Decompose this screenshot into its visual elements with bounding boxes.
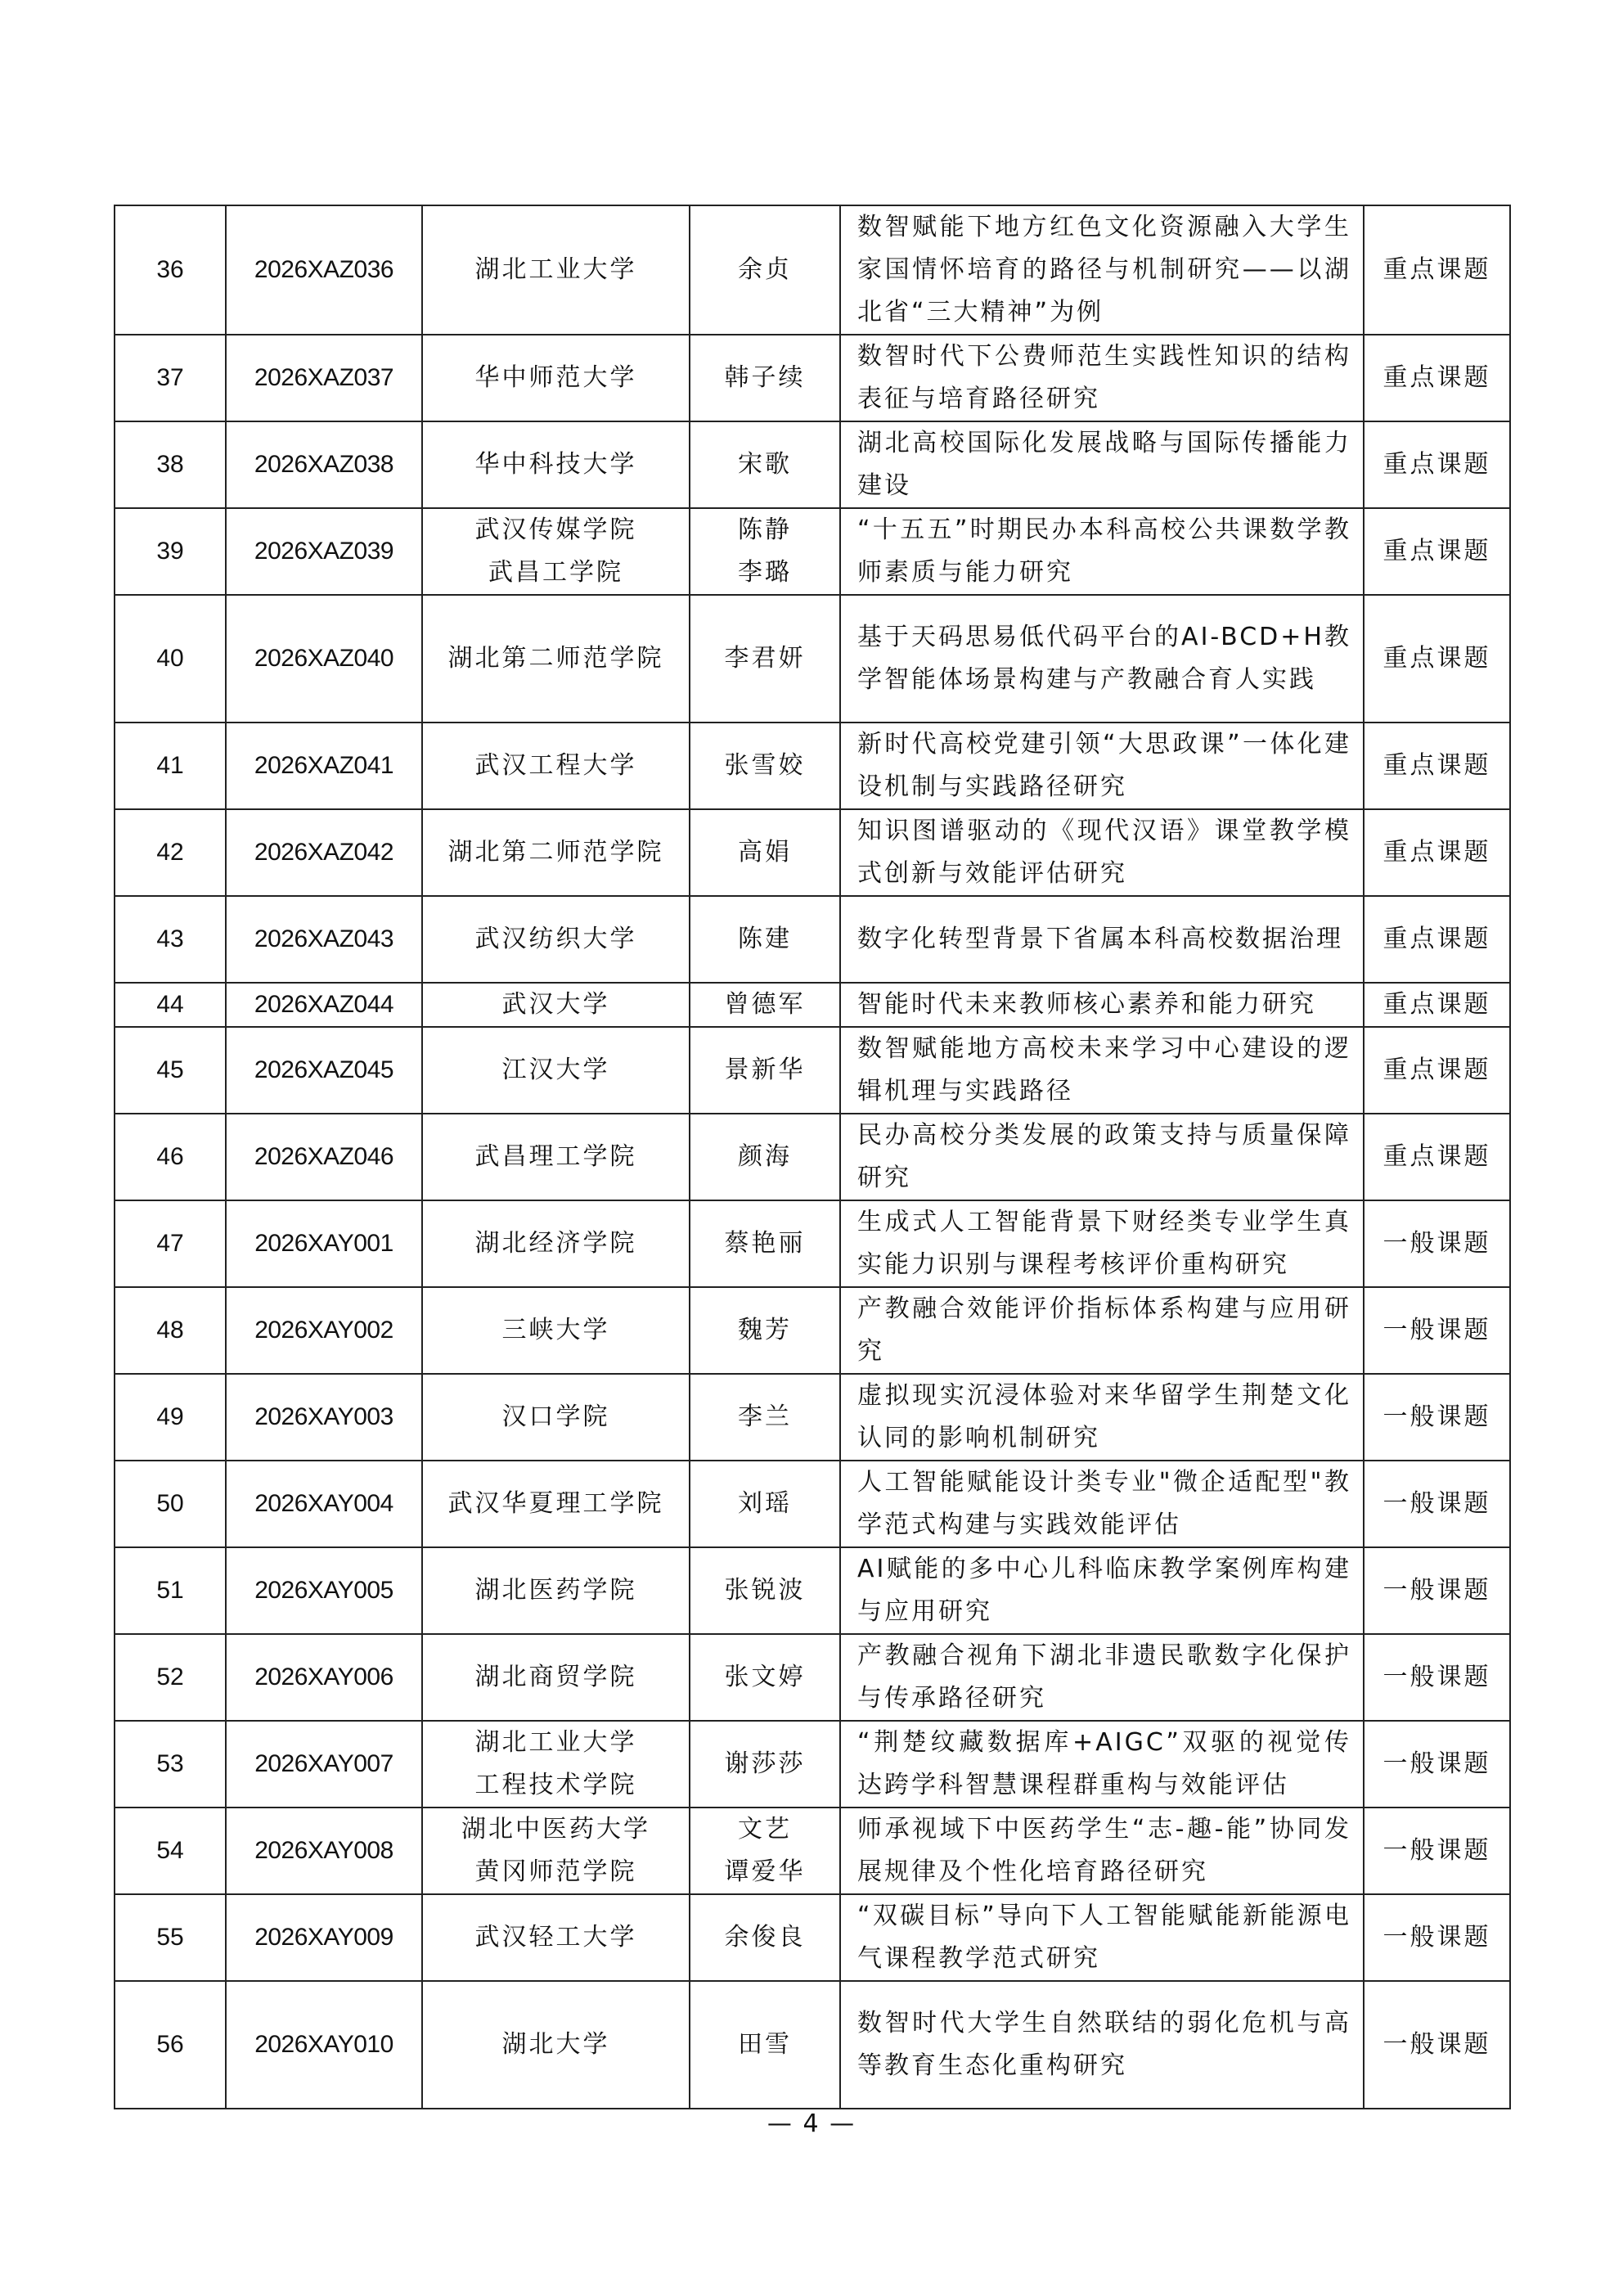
leader-cell-line: 宋歌 <box>738 450 792 479</box>
institution-cell-line: 江汉大学 <box>501 1056 610 1084</box>
project-table <box>114 205 1511 2109</box>
row-number-cell: 44 <box>115 983 226 1027</box>
leader-cell <box>690 1287 840 1374</box>
category-cell: 重点课题 <box>1364 983 1510 1027</box>
table-row <box>115 983 1510 1027</box>
institution-cell-line: 湖北第二师范学院 <box>447 838 664 867</box>
project-code-cell: 2026XAZ038 <box>226 421 422 508</box>
leader-cell-line: 陈静 <box>738 515 792 544</box>
leader-cell <box>690 595 840 723</box>
project-title-cell: 数智时代下公费师范生实践性知识的结构表征与培育路径研究 <box>840 335 1364 421</box>
leader-cell <box>690 983 840 1027</box>
table-row <box>115 1027 1510 1114</box>
table-row <box>115 1287 1510 1374</box>
institution-cell-line: 工程技术学院 <box>474 1771 637 1799</box>
institution-cell <box>422 421 690 508</box>
institution-cell <box>422 1894 690 1981</box>
institution-cell-line: 华中师范大学 <box>474 363 637 392</box>
institution-cell <box>422 1374 690 1461</box>
project-title-cell: 产教融合效能评价指标体系构建与应用研究 <box>840 1287 1364 1374</box>
leader-cell <box>690 335 840 421</box>
leader-cell <box>690 421 840 508</box>
table-row <box>115 809 1510 896</box>
institution-cell-line: 武汉轻工大学 <box>474 1923 637 1952</box>
table-row <box>115 595 1510 723</box>
row-number-cell: 39 <box>115 508 226 595</box>
category-cell: 一般课题 <box>1364 1200 1510 1287</box>
institution-cell <box>422 896 690 983</box>
institution-cell <box>422 723 690 809</box>
institution-cell-line: 湖北工业大学 <box>474 255 637 284</box>
table-row <box>115 1721 1510 1808</box>
project-title-cell: 生成式人工智能背景下财经类专业学生真实能力识别与课程考核评价重构研究 <box>840 1200 1364 1287</box>
institution-cell-line: 武昌工学院 <box>488 558 623 587</box>
row-number-cell: 36 <box>115 205 226 335</box>
category-cell: 一般课题 <box>1364 1634 1510 1721</box>
table-row <box>115 508 1510 595</box>
table-row <box>115 1894 1510 1981</box>
table-row <box>115 1114 1510 1200</box>
project-code-cell: 2026XAY005 <box>226 1547 422 1634</box>
category-cell: 一般课题 <box>1364 1808 1510 1894</box>
row-number-cell: 52 <box>115 1634 226 1721</box>
row-number-cell: 43 <box>115 896 226 983</box>
project-code-cell: 2026XAZ041 <box>226 723 422 809</box>
category-cell: 一般课题 <box>1364 1461 1510 1547</box>
project-title-cell: 知识图谱驱动的《现代汉语》课堂教学模式创新与效能评估研究 <box>840 809 1364 896</box>
category-cell: 重点课题 <box>1364 508 1510 595</box>
project-code-cell: 2026XAY007 <box>226 1721 422 1808</box>
project-table-body <box>115 205 1510 2109</box>
table-row <box>115 421 1510 508</box>
project-title-cell: 基于天码思易低代码平台的AI-BCD+H教学智能体场景构建与产教融合育人实践 <box>840 595 1364 723</box>
project-code-cell: 2026XAZ039 <box>226 508 422 595</box>
leader-cell-line: 谢莎莎 <box>724 1749 806 1778</box>
leader-cell-line: 刘瑶 <box>738 1489 792 1518</box>
table-row <box>115 723 1510 809</box>
category-cell: 一般课题 <box>1364 1894 1510 1981</box>
leader-cell-line: 张文婷 <box>724 1663 806 1691</box>
project-title-cell: “荆楚纹藏数据库+AIGC”双驱的视觉传达跨学科智慧课程群重构与效能评估 <box>840 1721 1364 1808</box>
project-code-cell: 2026XAZ040 <box>226 595 422 723</box>
row-number-cell: 42 <box>115 809 226 896</box>
institution-cell <box>422 1634 690 1721</box>
leader-cell-line: 韩子续 <box>724 363 806 392</box>
project-code-cell: 2026XAY002 <box>226 1287 422 1374</box>
row-number-cell: 45 <box>115 1027 226 1114</box>
category-cell: 一般课题 <box>1364 1547 1510 1634</box>
institution-cell <box>422 1027 690 1114</box>
leader-cell-line: 李君妍 <box>724 644 806 673</box>
leader-cell <box>690 896 840 983</box>
institution-cell-line: 湖北第二师范学院 <box>447 644 664 673</box>
institution-cell <box>422 1981 690 2109</box>
leader-cell-line: 张雪姣 <box>724 751 806 780</box>
institution-cell <box>422 1808 690 1894</box>
leader-cell-line: 陈建 <box>738 925 792 953</box>
institution-cell-line: 武汉纺织大学 <box>474 925 637 953</box>
institution-cell <box>422 1200 690 1287</box>
institution-cell-line: 湖北大学 <box>501 2030 610 2059</box>
category-cell: 重点课题 <box>1364 809 1510 896</box>
institution-cell <box>422 983 690 1027</box>
institution-cell <box>422 1547 690 1634</box>
table-row <box>115 1461 1510 1547</box>
project-title-cell: 虚拟现实沉浸体验对来华留学生荆楚文化认同的影响机制研究 <box>840 1374 1364 1461</box>
category-cell: 一般课题 <box>1364 1287 1510 1374</box>
leader-cell <box>690 1200 840 1287</box>
project-title-cell: 师承视域下中医药学生“志-趣-能”协同发展规律及个性化培育路径研究 <box>840 1808 1364 1894</box>
leader-cell-line: 李璐 <box>738 558 792 587</box>
project-title-cell: 数字化转型背景下省属本科高校数据治理 <box>840 896 1364 983</box>
leader-cell <box>690 723 840 809</box>
institution-cell <box>422 1461 690 1547</box>
category-cell: 重点课题 <box>1364 1027 1510 1114</box>
leader-cell-line: 魏芳 <box>738 1316 792 1344</box>
project-code-cell: 2026XAZ044 <box>226 983 422 1027</box>
project-title-cell: 湖北高校国际化发展战略与国际传播能力建设 <box>840 421 1364 508</box>
leader-cell <box>690 1547 840 1634</box>
leader-cell <box>690 1894 840 1981</box>
category-cell: 重点课题 <box>1364 723 1510 809</box>
leader-cell-line: 曾德军 <box>724 990 806 1019</box>
project-title-cell: 新时代高校党建引领“大思政课”一体化建设机制与实践路径研究 <box>840 723 1364 809</box>
institution-cell-line: 武汉传媒学院 <box>474 515 637 544</box>
project-code-cell: 2026XAY008 <box>226 1808 422 1894</box>
institution-cell <box>422 335 690 421</box>
category-cell: 重点课题 <box>1364 335 1510 421</box>
table-row <box>115 1634 1510 1721</box>
page-number: — 4 — <box>767 2109 856 2138</box>
project-title-cell: 人工智能赋能设计类专业"微企适配型"教学范式构建与实践效能评估 <box>840 1461 1364 1547</box>
project-title-cell: 民办高校分类发展的政策支持与质量保障研究 <box>840 1114 1364 1200</box>
project-title-cell: 数智赋能下地方红色文化资源融入大学生家国情怀培育的路径与机制研究——以湖北省“三大精神”为例 <box>840 205 1364 335</box>
table-row <box>115 1200 1510 1287</box>
leader-cell <box>690 205 840 335</box>
table-row <box>115 1981 1510 2109</box>
row-number-cell: 41 <box>115 723 226 809</box>
category-cell: 重点课题 <box>1364 205 1510 335</box>
project-title-cell: AI赋能的多中心儿科临床教学案例库构建与应用研究 <box>840 1547 1364 1634</box>
institution-cell <box>422 1287 690 1374</box>
project-code-cell: 2026XAY010 <box>226 1981 422 2109</box>
row-number-cell: 38 <box>115 421 226 508</box>
project-code-cell: 2026XAY003 <box>226 1374 422 1461</box>
project-title-cell: 智能时代未来教师核心素养和能力研究 <box>840 983 1364 1027</box>
category-cell: 一般课题 <box>1364 1981 1510 2109</box>
leader-cell <box>690 1808 840 1894</box>
leader-cell-line: 余俊良 <box>724 1923 806 1952</box>
leader-cell-line: 余贞 <box>738 255 792 284</box>
category-cell: 一般课题 <box>1364 1374 1510 1461</box>
project-code-cell: 2026XAY009 <box>226 1894 422 1981</box>
institution-cell <box>422 1721 690 1808</box>
row-number-cell: 47 <box>115 1200 226 1287</box>
project-code-cell: 2026XAZ045 <box>226 1027 422 1114</box>
institution-cell-line: 湖北中医药大学 <box>461 1815 650 1844</box>
institution-cell-line: 三峡大学 <box>501 1316 610 1344</box>
project-code-cell: 2026XAY004 <box>226 1461 422 1547</box>
leader-cell-line: 田雪 <box>738 2030 792 2059</box>
category-cell: 重点课题 <box>1364 896 1510 983</box>
row-number-cell: 53 <box>115 1721 226 1808</box>
institution-cell-line: 武汉大学 <box>501 990 610 1019</box>
institution-cell-line: 武昌理工学院 <box>474 1142 637 1171</box>
table-row <box>115 205 1510 335</box>
institution-cell <box>422 508 690 595</box>
leader-cell <box>690 809 840 896</box>
project-title-cell: 数智时代大学生自然联结的弱化危机与高等教育生态化重构研究 <box>840 1981 1364 2109</box>
leader-cell <box>690 1721 840 1808</box>
leader-cell-line: 李兰 <box>738 1402 792 1431</box>
leader-cell-line: 景新华 <box>724 1056 806 1084</box>
institution-cell-line: 武汉工程大学 <box>474 751 637 780</box>
row-number-cell: 46 <box>115 1114 226 1200</box>
row-number-cell: 40 <box>115 595 226 723</box>
category-cell: 重点课题 <box>1364 595 1510 723</box>
project-code-cell: 2026XAY001 <box>226 1200 422 1287</box>
institution-cell <box>422 1114 690 1200</box>
institution-cell <box>422 205 690 335</box>
row-number-cell: 55 <box>115 1894 226 1981</box>
project-title-cell: “十五五”时期民办本科高校公共课数学教师素质与能力研究 <box>840 508 1364 595</box>
table-row <box>115 896 1510 983</box>
category-cell: 重点课题 <box>1364 1114 1510 1200</box>
institution-cell-line: 武汉华夏理工学院 <box>447 1489 664 1518</box>
project-code-cell: 2026XAZ037 <box>226 335 422 421</box>
leader-cell-line: 谭爱华 <box>724 1857 806 1886</box>
row-number-cell: 49 <box>115 1374 226 1461</box>
leader-cell <box>690 1461 840 1547</box>
institution-cell <box>422 595 690 723</box>
project-code-cell: 2026XAZ036 <box>226 205 422 335</box>
row-number-cell: 54 <box>115 1808 226 1894</box>
institution-cell-line: 黄冈师范学院 <box>474 1857 637 1886</box>
project-title-cell: 产教融合视角下湖北非遗民歌数字化保护与传承路径研究 <box>840 1634 1364 1721</box>
table-row <box>115 1547 1510 1634</box>
project-code-cell: 2026XAZ042 <box>226 809 422 896</box>
institution-cell-line: 湖北商贸学院 <box>474 1663 637 1691</box>
leader-cell-line: 蔡艳丽 <box>724 1229 806 1258</box>
project-title-cell: 数智赋能地方高校未来学习中心建设的逻辑机理与实践路径 <box>840 1027 1364 1114</box>
leader-cell <box>690 508 840 595</box>
project-title-cell: “双碳目标”导向下人工智能赋能新能源电气课程教学范式研究 <box>840 1894 1364 1981</box>
institution-cell-line: 湖北医药学院 <box>474 1576 637 1605</box>
row-number-cell: 50 <box>115 1461 226 1547</box>
row-number-cell: 37 <box>115 335 226 421</box>
leader-cell-line: 颜海 <box>738 1142 792 1171</box>
project-code-cell: 2026XAY006 <box>226 1634 422 1721</box>
institution-cell-line: 汉口学院 <box>501 1402 610 1431</box>
institution-cell-line: 华中科技大学 <box>474 450 637 479</box>
category-cell: 重点课题 <box>1364 421 1510 508</box>
institution-cell-line: 湖北经济学院 <box>474 1229 637 1258</box>
leader-cell <box>690 1114 840 1200</box>
table-row <box>115 1808 1510 1894</box>
leader-cell-line: 文艺 <box>738 1815 792 1844</box>
table-row <box>115 1374 1510 1461</box>
project-code-cell: 2026XAZ043 <box>226 896 422 983</box>
leader-cell <box>690 1374 840 1461</box>
project-code-cell: 2026XAZ046 <box>226 1114 422 1200</box>
leader-cell <box>690 1981 840 2109</box>
leader-cell-line: 高娟 <box>738 838 792 867</box>
institution-cell-line: 湖北工业大学 <box>474 1728 637 1757</box>
row-number-cell: 48 <box>115 1287 226 1374</box>
leader-cell-line: 张锐波 <box>724 1576 806 1605</box>
table-row <box>115 335 1510 421</box>
institution-cell <box>422 809 690 896</box>
leader-cell <box>690 1634 840 1721</box>
leader-cell <box>690 1027 840 1114</box>
category-cell: 一般课题 <box>1364 1721 1510 1808</box>
row-number-cell: 51 <box>115 1547 226 1634</box>
row-number-cell: 56 <box>115 1981 226 2109</box>
